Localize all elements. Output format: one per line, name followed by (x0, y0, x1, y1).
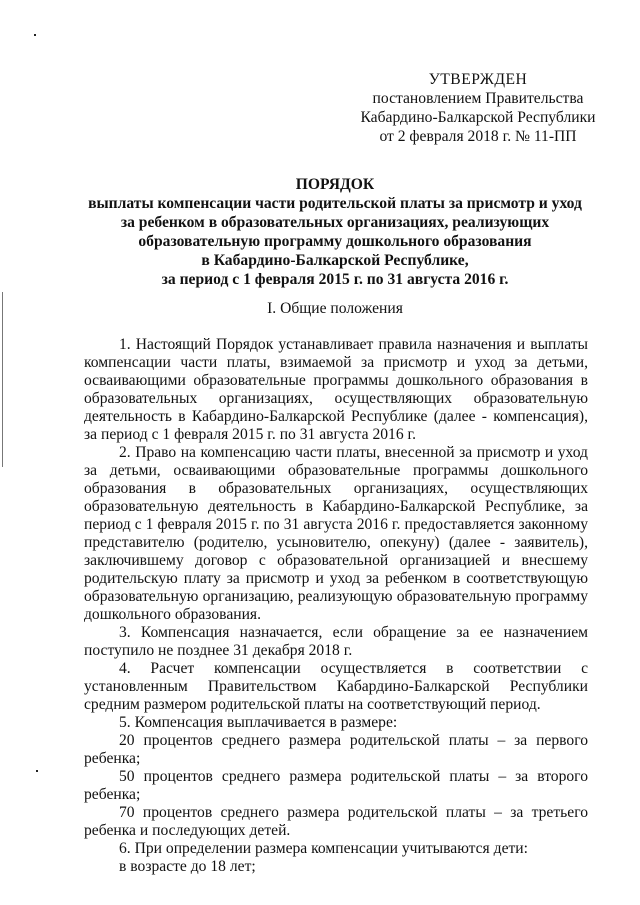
approval-line: Кабардино-Балкарской Республики (360, 109, 596, 126)
approval-line: от 2 февраля 2018 г. № 11-ПП (379, 128, 577, 145)
scan-mark (2, 292, 3, 467)
document-body (84, 336, 588, 876)
paragraph: 6. При определении размера компенсации учитываются дети: (119, 840, 528, 857)
title-line: за период с 1 февраля 2015 г. по 31 августа 2016 г. (161, 271, 509, 288)
document-title (70, 175, 600, 289)
approval-title: УТВЕРЖДЕН (428, 71, 528, 88)
paragraph: 1. Настоящий Порядок устанавливает правила назначения и выплаты компенсации части платы, взимаемой за присмотр и уход за детьми, осваивающими образовательные программы дошкольного образования в образовательных организациях, осуществляющих образовательную деятельность в Кабардино-Балкарской Республике (далее - компенсация), за период с 1 февраля 2015 г. по 31 августа 2016 г. (84, 336, 588, 443)
title-line: образовательную программу дошкольного образования (138, 233, 532, 250)
title-line: выплаты компенсации части родительской платы за присмотр и уход (88, 195, 582, 212)
paragraph: 70 процентов среднего размера родительской платы – за третьего ребенка и последующих детей. (84, 804, 588, 839)
approval-block (358, 70, 598, 146)
approval-line: постановлением Правительства (372, 90, 584, 107)
title-line: в Кабардино-Балкарской Республике, (201, 252, 469, 269)
paragraph: 5. Компенсация выплачивается в размере: (119, 714, 398, 731)
paragraph: 4. Расчет компенсации осуществляется в соответствии с установленным Правительством Кабардино-Балкарской Республики средним размером родительской платы на соответствующий период. (84, 660, 588, 713)
paragraph: 2. Право на компенсацию части платы, внесенной за присмотр и уход за детьми, осваивающими образовательные программы дошкольного образования в образовательных организациях, осуществляющих образовательную деятельность в Кабардино-Балкарской Республике, за период с 1 февраля 2015 г. по 31 августа 2016 г. предоставляется законному представителю (родителю, усыновителю, опекуну) (далее - заявитель), заключившему договор с образовательной организацией и внесшему родительскую плату за присмотр и уход за ребенком в соответствующую образовательную организацию, реализующую образовательную программу дошкольного образования. (84, 444, 588, 623)
paragraph: 20 процентов среднего размера родительской платы – за первого ребенка; (84, 732, 588, 767)
title-line: за ребенком в образовательных организациях, реализующих (120, 214, 550, 231)
scan-mark (34, 34, 36, 36)
paragraph: 50 процентов среднего размера родительской платы – за второго ребенка; (84, 768, 588, 803)
title-line: ПОРЯДОК (295, 176, 375, 193)
paragraph: в возрасте до 18 лет; (119, 858, 256, 875)
scan-mark (36, 770, 38, 772)
paragraph: 3. Компенсация назначается, если обращение за ее назначением поступило не позднее 31 декабря 2018 г. (84, 624, 588, 659)
section-heading: I. Общие положения (267, 300, 403, 317)
